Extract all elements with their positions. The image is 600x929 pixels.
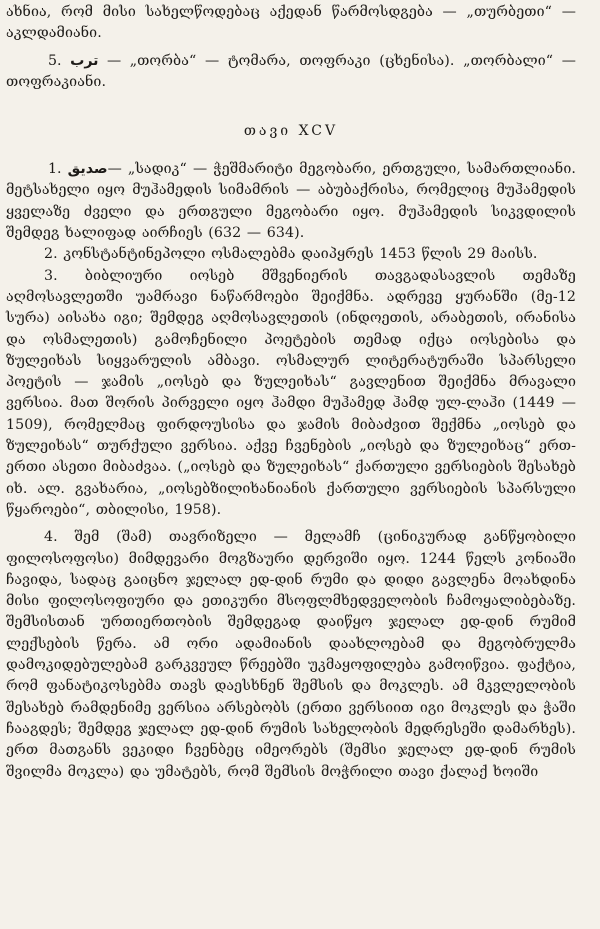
chapter-title: თავი XCV <box>243 123 339 140</box>
note-2: 2. კონსტანტინეპოლი ოსმალებმა დაიპყრეს 1453 წლის 29 მაისს. <box>44 246 538 263</box>
note-5 <box>6 51 576 94</box>
note-3: 3. ბიბლიური იოსებ მშვენიერის თავგადასავლის თემაზე აღმოსავლეთში უამრავი ნაწარმოები შეიქმნა. ადრევე ყურანში (მე-12 სურა) აისახა იგი; შემდეგ აღმოსავლეთის (ინდოეთის, არაბეთის, ირანისა და ოსმალეთის) გამოჩენილი პოეტების თემად იქცა იოსებისა და ზულეიხას სიყვარულის ამბავი. ოსმალურ ლიტერატურაში სპარსელი პოეტის — ჯამის „იოსებ და ზულეიხას“ გავლენით შეიქმნა მრავალი ვერსია. მათ შორის პირველი იყო ჰამდი მუჰამედ ჰამდ ულ-ლაჰი (1449 — 1509), რომელმაც ფირდოუსისა და ჯამის მიბაძვით შექმნა „იოსებ და ზულეიხას“ თურქული ვერსია. აქვე ჩვენების „იოსებ და ზულეიხაც“ ერთ-ერთი ასეთი მიბაძვაა. („იოსებ და ზულეიხას“ ქართული ვერსიების შესახებ იხ. ალ. გვახარია, „იოსებზილიხანიანის ქართული ვერსიების სპარსული წყაროები“, თბილისი, 1958). <box>6 267 576 518</box>
note5-arabic: ترب <box>70 52 99 69</box>
note4-continuation <box>6 2 576 45</box>
n1-arabic: صدیق <box>67 161 108 178</box>
n1-text: — „სადიკ“ — ჭეშმარიტი მეგობარი, ერთგული, სამართლიანი. მეტსახელი იყო მუჰამედის სიმამრის — აბუბაქრისა, რომელიც მუჰამედის ყველაზე ძველი და ერთგული მეგობარი იყო. მუჰამედის სიკვდილის შემდეგ ხალიფად აირჩიეს (632 — 634). <box>6 161 576 242</box>
note4-line-b: — აკლდამიანი. <box>6 4 576 42</box>
note5-text: — „თორბა“ — ტომარა, თოფრაკი (ცხენისა). „თორბალი“ — თოფრაკიანი. <box>6 52 577 90</box>
note-1 <box>6 159 576 244</box>
note-4: 4. შემ (შამ) თავრიზელი — მელამჩ (ცინიკურად განწყობილი ფილოსოფოსი) მიმდევარი მოგზაური დერვიში იყო. 1244 წელს კონიაში ჩავიდა, სადაც გაიცნო ჯელალ ედ-დინ რუმი და დიდი გავლენა მოახდინა მისი ფილოსოფიური და ეთიკური მსოფლმხედველობის ჩამოყალიბებაზე. შემსისთან ურთიერთობის შემდეგად დაიწყო ჯელალ ედ-დინ რუმიმ ლექსების წერა. ამ ორი ადამიანის დაახლოებამ და მეგობრულმა დამოკიდებულებამ გარკვეულ წრეებში უკმაყოფილება გამოიწვია. ფაქტია, რომ ფანატიკოსებმა თავს დაესხნენ შემსის და მოკლეს. ამ მკვლელობის შესახებ რამდენიმე ვერსია არსებობს (ერთი ვერსიით იგი მოკლეს და ჭაში ჩააგდეს; შემდეგ ჯელალ ედ-დინ რუმის სახელობის მედრესეში დამარხეს). ერთ მათგანს ვეკიდი ჩვენბეც იმეორებს (შემსი ჯელალ ედ-დინ რუმის შვილმა მოკლა) და უმატებს, რომ შემსის მოჭრილი თავი ქალაქ ხოიში <box>6 529 576 780</box>
n1-label: 1. <box>48 161 62 178</box>
note5-label: 5. <box>48 52 62 69</box>
note4-line-a: ახნია, რომ მისი სახელწოდებაც აქედან წარმოსდგება — „თურბეთი“ <box>6 4 553 20</box>
